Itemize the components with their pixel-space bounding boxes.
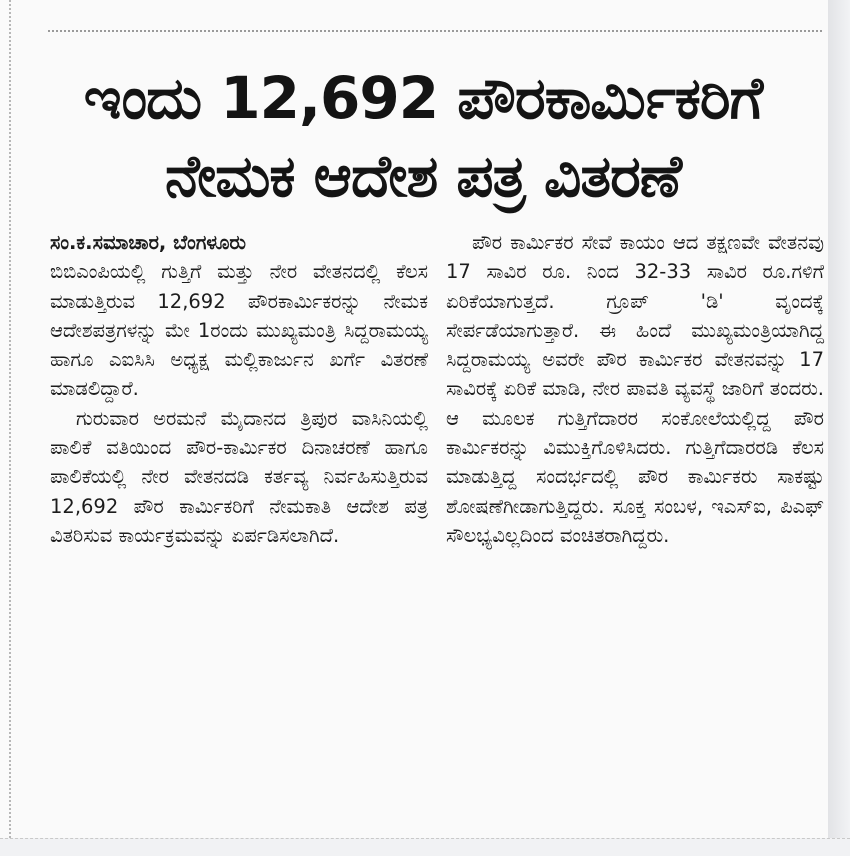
headline-line-1: ಇಂದು 12,692 ಪೌರಕಾರ್ಮಿಕರಿಗೆ <box>83 64 763 132</box>
top-dotted-rule <box>48 30 822 32</box>
headline <box>20 58 826 214</box>
right-paragraph-1: ಪೌರ ಕಾರ್ಮಿಕರ ಸೇವೆ ಕಾಯಂ ಆದ ತಕ್ಷಣವೇ ವೇತನವು 17 ಸಾವಿರ ರೂ. ನಿಂದ 32-33 ಸಾವಿರ ರೂ.ಗಳಿಗೆ ಏರಿಕೆಯಾಗುತ್ತದೆ. ಗ್ರೂಪ್ 'ಡಿ' ವೃಂದಕ್ಕೆ ಸೇರ್ಪಡೆಯಾಗುತ್ತಾರೆ. ಈ ಹಿಂದೆ ಮುಖ್ಯಮಂತ್ರಿಯಾಗಿದ್ದ ಸಿದ್ದರಾಮಯ್ಯ ಅವರೇ ಪೌರ ಕಾರ್ಮಿಕರ ವೇತನವನ್ನು 17 ಸಾವಿರಕ್ಕೆ ಏರಿಕೆ ಮಾಡಿ, ನೇರ ಪಾವತಿ ವ್ಯವಸ್ಥೆ ಜಾರಿಗೆ ತಂದರು. ಆ ಮೂಲಕ ಗುತ್ತಿಗೆದಾರರ ಸಂಕೋಲೆಯಲ್ಲಿದ್ದ ಪೌರ ಕಾರ್ಮಿಕರನ್ನು ವಿಮುಕ್ತಿಗೊಳಿಸಿದರು. ಗುತ್ತಿಗೆದಾರರಡಿ ಕೆಲಸ ಮಾಡುತ್ತಿದ್ದ ಸಂದರ್ಭದಲ್ಲಿ ಪೌರ ಕಾರ್ಮಿಕರು ಸಾಕಷ್ಟು ಶೋಷಣೆಗೀಡಾಗುತ್ತಿದ್ದರು. ಸೂಕ್ತ ಸಂಬಳ, ಇಎಸ್ಐ, ಪಿಎಫ್ ಸೌಲಭ್ಯವಿಲ್ಲದಿಂದ ವಂಚಿತರಾಗಿದ್ದರು. <box>446 231 824 547</box>
byline: ಸಂ.ಕ.ಸಮಾಚಾರ, ಬೆಂಗಳೂರು <box>50 231 246 254</box>
headline-line-2: ನೇಮಕ ಆದೇಶ ಪತ್ರ ವಿತರಣೆ <box>164 142 682 210</box>
bottom-margin-strip <box>0 838 850 856</box>
article-column-left <box>50 228 428 550</box>
page-edge-shadow <box>828 0 850 855</box>
article-column-right <box>446 228 824 550</box>
left-paragraph-1: ಬಿಬಿಎಂಪಿಯಲ್ಲಿ ಗುತ್ತಿಗೆ ಮತ್ತು ನೇರ ವೇತನದಲ್ಲಿ ಕೆಲಸ ಮಾಡುತ್ತಿರುವ 12,692 ಪೌರಕಾರ್ಮಿಕರನ್ನು ನೇಮಕ ಆದೇಶಪತ್ರಗಳನ್ನು ಮೇ 1ರಂದು ಮುಖ್ಯಮಂತ್ರಿ ಸಿದ್ದರಾಮಯ್ಯ ಹಾಗೂ ಎಐಸಿಸಿ ಅಧ್ಯಕ್ಷ ಮಲ್ಲಿಕಾರ್ಜುನ ಖರ್ಗೆ ವಿತರಣೆ ಮಾಡಲಿದ್ದಾರೆ. <box>50 260 428 401</box>
left-dotted-rule <box>9 0 11 838</box>
left-paragraph-2: ಗುರುವಾರ ಅರಮನೆ ಮೈದಾನದ ತ್ರಿಪುರ ವಾಸಿನಿಯಲ್ಲಿ ಪಾಲಿಕೆ ವತಿಯಿಂದ ಪೌರ-ಕಾರ್ಮಿಕರ ದಿನಾಚರಣೆ ಹಾಗೂ ಪಾಲಿಕೆಯಲ್ಲಿ ನೇರ ವೇತನದಡಿ ಕರ್ತವ್ಯ ನಿರ್ವಹಿಸುತ್ತಿರುವ 12,692 ಪೌರ ಕಾರ್ಮಿಕರಿಗೆ ನೇಮಕಾತಿ ಆದೇಶ ಪತ್ರ ವಿತರಿಸುವ ಕಾರ್ಯಕ್ರಮವನ್ನು ಏರ್ಪಡಿಸಲಾಗಿದೆ. <box>50 406 428 547</box>
